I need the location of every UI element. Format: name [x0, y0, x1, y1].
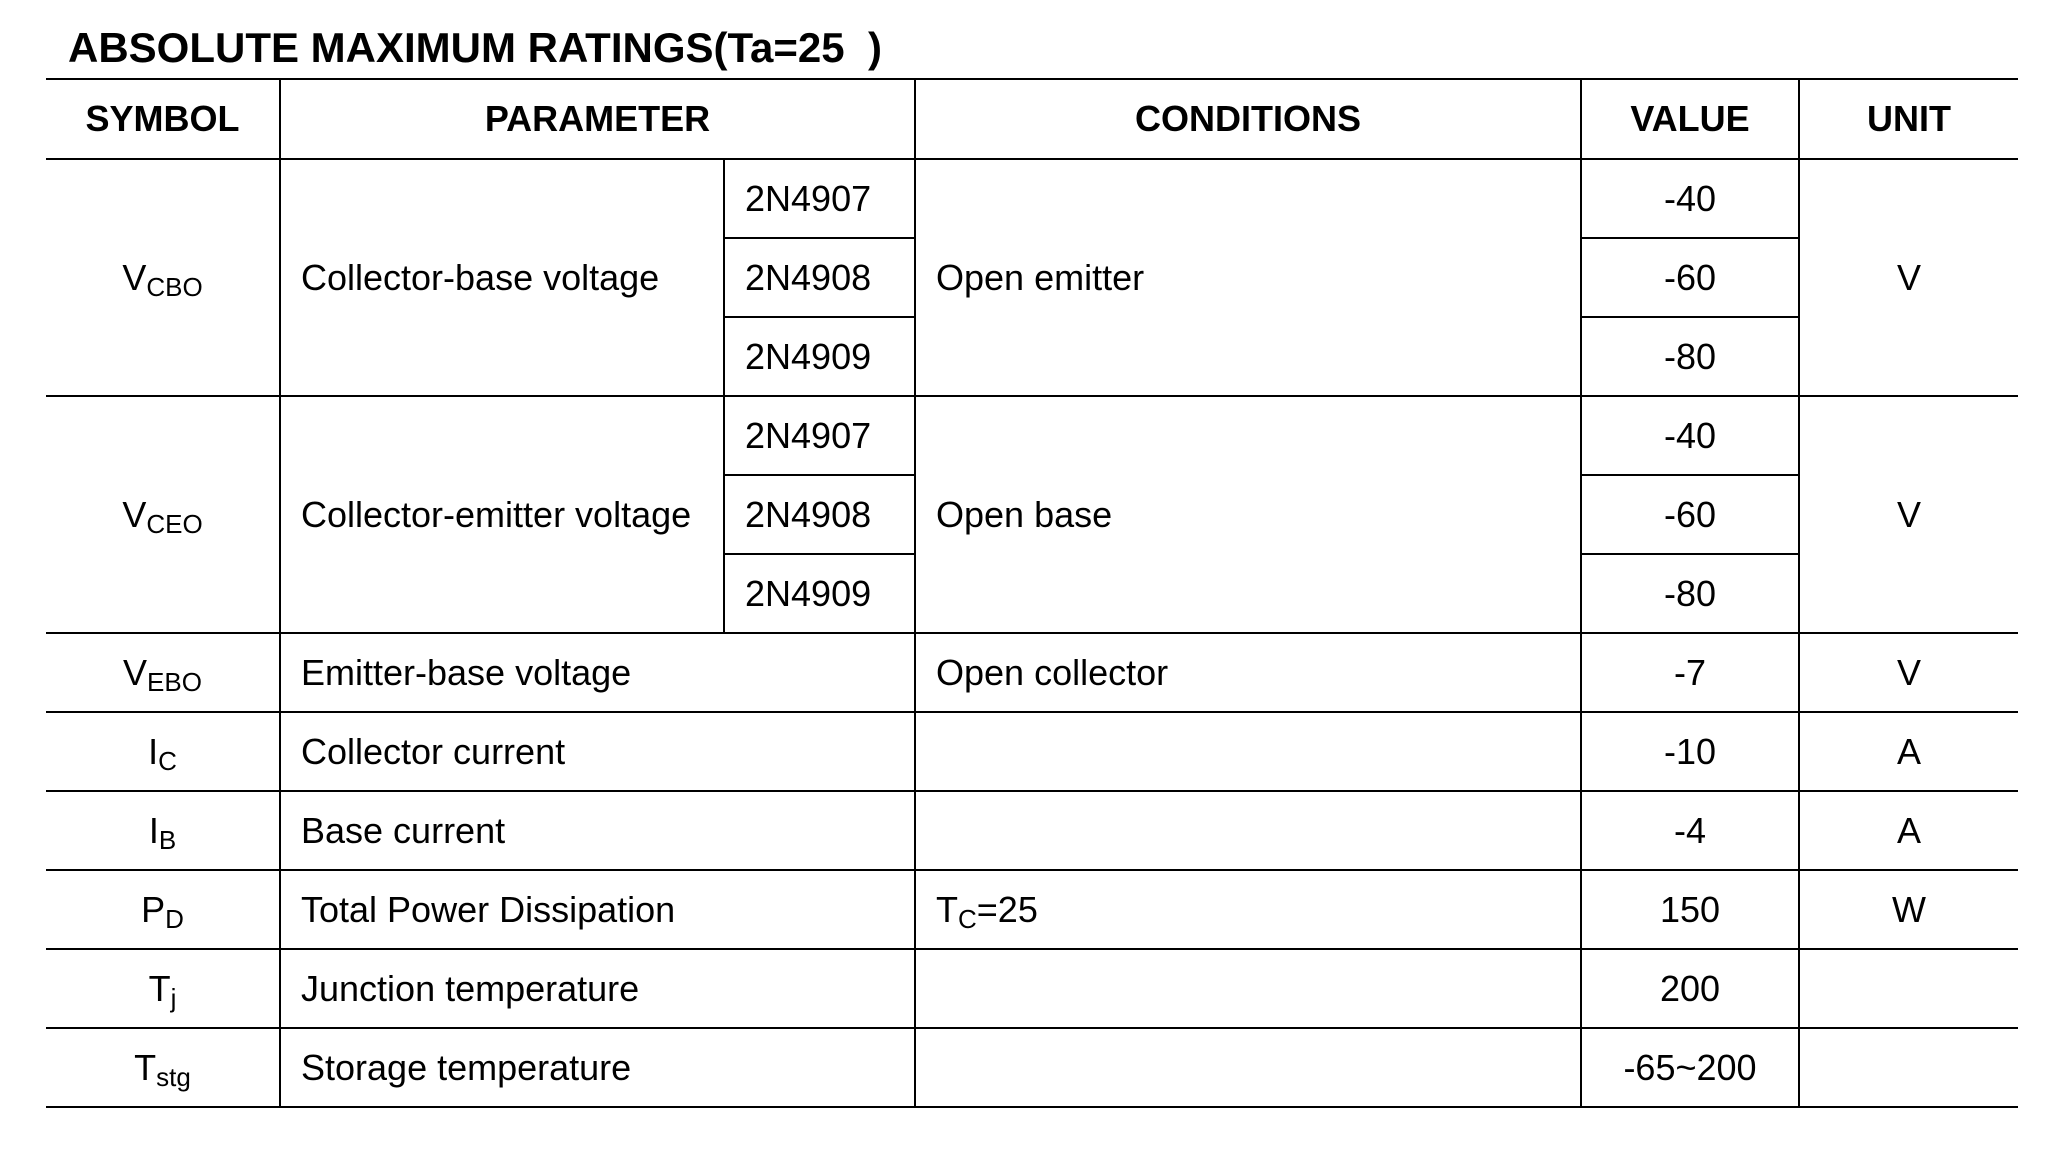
conditions-cell	[915, 870, 1581, 949]
value-cell: -65~200	[1581, 1028, 1799, 1107]
symbol-cell	[46, 159, 280, 396]
conditions-subscript: C	[958, 903, 977, 934]
symbol-subscript: EBO	[147, 666, 202, 697]
conditions-cell	[915, 791, 1581, 870]
conditions-cell	[915, 633, 1581, 712]
parameter-cell: Emitter-base voltage	[280, 633, 915, 712]
unit-cell	[1799, 949, 2018, 1028]
symbol-main: T	[148, 967, 171, 1009]
model-cell: 2N4908	[724, 238, 915, 317]
value-cell: -80	[1581, 317, 1799, 396]
value-cell: -60	[1581, 238, 1799, 317]
header-row	[46, 79, 2018, 159]
conditions-cell	[915, 1028, 1581, 1107]
symbol-main: T	[134, 1046, 157, 1088]
table-row	[46, 633, 2018, 712]
conditions-main: T	[936, 888, 958, 930]
unit-cell: V	[1799, 633, 2018, 712]
model-cell: 2N4909	[724, 317, 915, 396]
symbol-cell	[46, 633, 280, 712]
unit-cell	[1799, 1028, 2018, 1107]
unit-cell: V	[1799, 396, 2018, 633]
symbol-main: V	[122, 493, 147, 535]
symbol-main: I	[148, 809, 159, 851]
symbol-cell	[46, 870, 280, 949]
table-row	[46, 159, 2018, 238]
conditions-main: Open collector	[936, 651, 1169, 693]
unit-cell: A	[1799, 712, 2018, 791]
conditions-cell	[915, 949, 1581, 1028]
symbol-subscript: j	[170, 982, 177, 1013]
value-cell: -60	[1581, 475, 1799, 554]
unit-cell: W	[1799, 870, 2018, 949]
symbol-main: P	[141, 888, 166, 930]
value-cell: 200	[1581, 949, 1799, 1028]
symbol-subscript: stg	[156, 1061, 191, 1092]
symbol-main: V	[122, 256, 147, 298]
symbol-cell	[46, 791, 280, 870]
table-title: ABSOLUTE MAXIMUM RATINGS(Ta=25 )	[68, 24, 882, 71]
model-cell: 2N4908	[724, 475, 915, 554]
ratings-table	[46, 78, 2018, 1108]
symbol-cell	[46, 712, 280, 791]
value-cell: -4	[1581, 791, 1799, 870]
value-cell: -40	[1581, 159, 1799, 238]
symbol-cell	[46, 949, 280, 1028]
symbol-subscript: CBO	[146, 271, 203, 302]
symbol-subscript: C	[158, 745, 177, 776]
symbol-cell	[46, 1028, 280, 1107]
table-row	[46, 396, 2018, 475]
model-cell: 2N4907	[724, 396, 915, 475]
parameter-cell: Total Power Dissipation	[280, 870, 915, 949]
model-cell: 2N4907	[724, 159, 915, 238]
table-row	[46, 791, 2018, 870]
symbol-subscript: CEO	[146, 508, 203, 539]
conditions-cell: Open base	[915, 396, 1581, 633]
parameter-cell: Collector-base voltage	[280, 159, 724, 396]
parameter-cell: Collector-emitter voltage	[280, 396, 724, 633]
value-cell: -10	[1581, 712, 1799, 791]
symbol-main: I	[148, 730, 159, 772]
header-unit: UNIT	[1799, 79, 2018, 159]
table-row	[46, 1028, 2018, 1107]
header-conditions: CONDITIONS	[915, 79, 1581, 159]
parameter-cell: Collector current	[280, 712, 915, 791]
conditions-cell: Open emitter	[915, 159, 1581, 396]
conditions-cell	[915, 712, 1581, 791]
header-value: VALUE	[1581, 79, 1799, 159]
parameter-cell: Base current	[280, 791, 915, 870]
value-cell: -40	[1581, 396, 1799, 475]
table-row	[46, 949, 2018, 1028]
symbol-subscript: B	[158, 824, 177, 855]
unit-cell: V	[1799, 159, 2018, 396]
value-cell: -80	[1581, 554, 1799, 633]
value-cell: 150	[1581, 870, 1799, 949]
table-row	[46, 870, 2018, 949]
conditions-tail: =25	[976, 888, 1038, 930]
symbol-cell	[46, 396, 280, 633]
header-parameter: PARAMETER	[280, 79, 915, 159]
symbol-main: V	[123, 651, 148, 693]
value-cell: -7	[1581, 633, 1799, 712]
symbol-subscript: D	[165, 903, 184, 934]
table-row	[46, 712, 2018, 791]
model-cell: 2N4909	[724, 554, 915, 633]
parameter-cell: Storage temperature	[280, 1028, 915, 1107]
unit-cell: A	[1799, 791, 2018, 870]
header-symbol: SYMBOL	[46, 79, 280, 159]
parameter-cell: Junction temperature	[280, 949, 915, 1028]
